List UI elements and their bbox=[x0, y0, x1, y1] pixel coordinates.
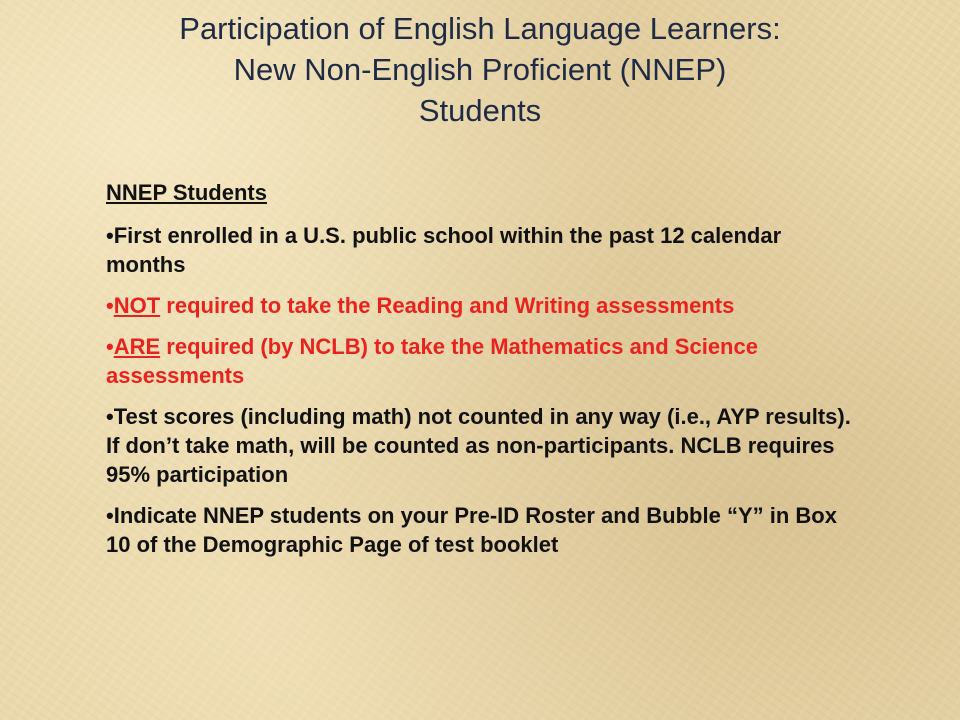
slide-title bbox=[40, 8, 920, 131]
bullet-marker: • bbox=[106, 293, 114, 318]
bullet-marker: • bbox=[106, 503, 114, 528]
bullet-marker: • bbox=[106, 223, 114, 248]
bullet-text: Indicate NNEP students on your Pre-ID Roster and Bubble “Y” in Box 10 of the Demographic Page of test booklet bbox=[106, 503, 837, 557]
bullet-are-required bbox=[106, 332, 866, 390]
bullet-text: required to take the Reading and Writing assessments bbox=[160, 293, 735, 318]
bullet-marker: • bbox=[106, 334, 114, 359]
bullet-text: First enrolled in a U.S. public school within the past 12 calendar months bbox=[106, 223, 782, 277]
bullet-indicate-nnep bbox=[106, 501, 866, 559]
title-line-1: Participation of English Language Learners: bbox=[179, 11, 781, 46]
section-heading: NNEP Students bbox=[106, 180, 267, 205]
bullet-not-required bbox=[106, 291, 866, 320]
title-line-2: New Non-English Proficient (NNEP) bbox=[233, 52, 727, 87]
bullet-emphasis: NOT bbox=[113, 293, 161, 318]
bullet-text: Test scores (including math) not counted in any way (i.e., AYP results). If don’t take math, will be counted as non-participants. NCLB requires 95% participation bbox=[106, 404, 851, 487]
title-line-3: Students bbox=[418, 93, 542, 128]
bullet-emphasis: ARE bbox=[113, 334, 161, 359]
slide-body bbox=[106, 178, 866, 571]
bullet-test-scores bbox=[106, 402, 866, 489]
bullet-text: required (by NCLB) to take the Mathematics and Science assessments bbox=[106, 334, 758, 388]
bullet-marker: • bbox=[106, 404, 114, 429]
bullet-first-enrolled bbox=[106, 221, 866, 279]
